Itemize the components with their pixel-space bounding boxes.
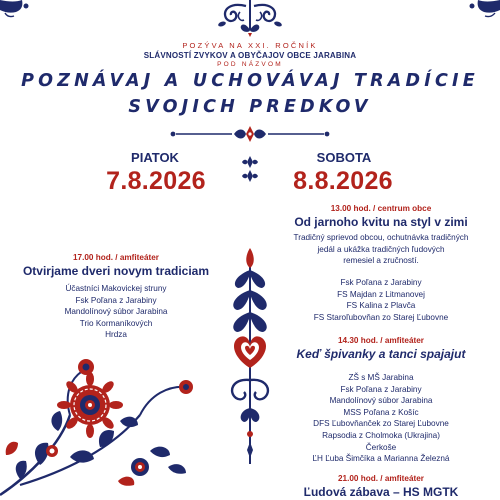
saturday-date: 8.8.2026 — [293, 167, 393, 195]
friday-performers-list — [0, 283, 232, 341]
saturday-event1-title: Od jarnoho kvitu na styl v zimi — [294, 215, 468, 229]
main-title-line1: POZNÁVAJ A UCHOVÁVAJ TRADÍCIE — [21, 71, 479, 91]
invitation-line: POZÝVA NA XXI. ROČNÍK — [182, 41, 318, 50]
description-line: Tradičný sprievod obcou, ochutnávka tradičných — [293, 233, 469, 242]
friday-label: PIATOK — [131, 150, 179, 165]
friday-event-title: Otvirjame dveri novym tradiciam — [22, 264, 210, 278]
saturday-event3-time: 21.00 hod. / amfiteáter — [337, 474, 424, 483]
saturday-event1-description — [262, 232, 500, 267]
description-line: jedál a ukážka tradičných ľudových — [317, 244, 445, 254]
performer: Účastníci Makovickej struny — [65, 284, 167, 293]
performer: ZŠ s MŠ Jarabina — [348, 373, 414, 382]
performer: Trio Kormaníkových — [79, 318, 153, 328]
performer: Hrdza — [105, 330, 127, 340]
performer: Čerkoše — [365, 442, 397, 452]
friday-date: 7.8.2026 — [106, 167, 206, 195]
performer: ĽH Ľuba Šimčíka a Marianna Železná — [312, 454, 450, 464]
saturday-event2-time: 14.30 hod. / amfiteáter — [337, 336, 424, 345]
top-center-ornament-icon — [200, 0, 300, 38]
divider-ornament-icon — [170, 125, 330, 143]
performer: FS Kalina z Plavča — [346, 301, 416, 311]
performer: MSS Poľana z Košíc — [343, 407, 419, 417]
performer: DFS Ľubovňanček zo Starej Ľubovne — [313, 419, 449, 429]
saturday-label: SOBOTA — [316, 150, 372, 165]
main-title-line2: SVOJICH PREDKOV — [128, 97, 372, 117]
performer: Mandolínový súbor Jarabina — [64, 307, 168, 317]
saturday-event2-title: Keď špivanky a tanci spajajut — [296, 347, 466, 361]
saturday-event1-performers-list — [262, 277, 500, 323]
description-line: remesiel a zručností. — [343, 256, 419, 266]
under-name-line: POD NÁZVOM — [217, 61, 283, 68]
corner-ornament-top-left-icon — [0, 0, 40, 20]
festival-name: SLÁVNOSTÍ ZVYKOV A OBYČAJOV OBCE JARABINA — [143, 51, 357, 60]
performer: FS Majdan z Litmanovej — [337, 289, 425, 299]
friday-event-time: 17.00 hod. / amfiteáter — [72, 253, 159, 262]
performer: Fsk Poľana z Jarabiny — [75, 295, 157, 305]
folk-flower-decoration-icon — [0, 355, 200, 500]
performer: Fsk Poľana z Jarabiny — [340, 384, 422, 394]
performer: Rapsodia z Cholmoka (Ukrajina) — [322, 430, 440, 440]
saturday-event2-performers-list — [262, 372, 500, 465]
performer: FS Staroľubovňan zo Starej Ľubovne — [313, 312, 449, 322]
performer: Fsk Poľana z Jarabiny — [340, 278, 422, 287]
saturday-event3-title: Ľudová zábava – HS MGTK — [303, 485, 459, 499]
corner-ornament-top-right-icon — [458, 0, 500, 22]
performer: Mandolínový súbor Jarabina — [329, 396, 433, 406]
saturday-event1-time: 13.00 hod. / centrum obce — [330, 204, 432, 213]
